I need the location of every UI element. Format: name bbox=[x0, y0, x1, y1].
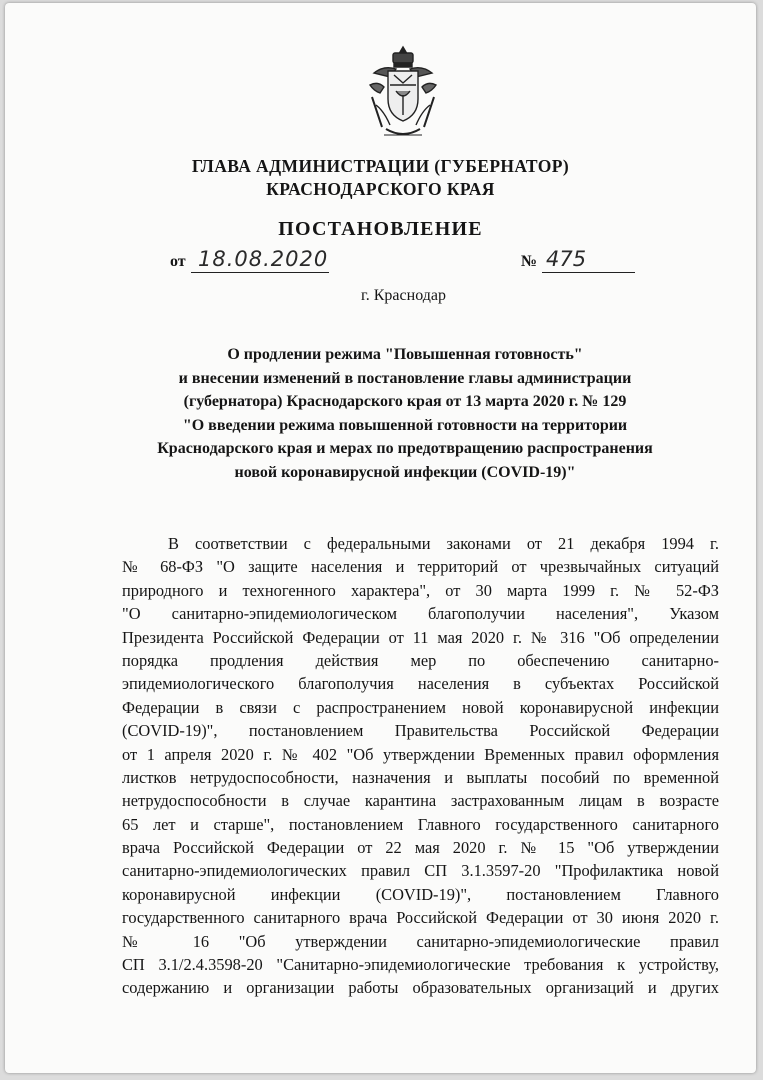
body-line: нетрудоспособности в случае карантина застрахованным лицам в возрасте bbox=[122, 791, 719, 811]
body-line: от 1 апреля 2020 г. № 402 "Об утверждении Временных правил оформления bbox=[122, 744, 719, 764]
body-line: государственного санитарного врача Российской Федерации от 30 июня 2020 г. bbox=[122, 908, 719, 928]
body-line: В соответствии с федеральными законами от 21 декабря 1994 г. bbox=[168, 534, 719, 553]
krasnodar-coat-of-arms-emblem bbox=[366, 45, 440, 145]
body-line: Президента Российской Федерации от 11 мая 2020 г. № 316 "Об определении bbox=[122, 627, 719, 647]
body-line: Федерации в связи с распространением новой коронавирусной инфекции bbox=[122, 697, 719, 717]
body-line: коронавирусной инфекции (COVID-19)", постановлением Главного bbox=[122, 884, 719, 904]
handwritten-date: 18.08.2020 bbox=[198, 247, 329, 271]
issuer-line-1: ГЛАВА АДМИНИСТРАЦИИ (ГУБЕРНАТОР) bbox=[191, 156, 570, 176]
number-prefix: № bbox=[521, 253, 538, 270]
body-line: № 16 "Об утверждении санитарно-эпидемиологические правил bbox=[122, 931, 719, 951]
handwritten-number: 475 bbox=[546, 247, 587, 271]
body-line: врача Российской Федерации от 22 мая 2020 г. № 15 "Об утверждении bbox=[122, 838, 719, 858]
body-line: 65 лет и старше", постановлением Главного государственного санитарного bbox=[122, 814, 719, 834]
number-underline bbox=[542, 272, 635, 273]
title-line: Краснодарского края и мерах по предотвращению распространения bbox=[157, 440, 653, 458]
body-line: (COVID-19)", постановлением Правительства Российской Федерации bbox=[122, 721, 719, 741]
body-line: санитарно-эпидемиологических правил СП 3.1.3597-20 "Профилактика новой bbox=[122, 861, 719, 881]
body-line: порядка продления действия мер по обеспечению санитарно- bbox=[122, 650, 719, 670]
document-page bbox=[5, 3, 756, 1073]
title-line: О продлении режима "Повышенная готовность" bbox=[227, 346, 583, 363]
body-line: природного и техногенного характера", от 30 марта 1999 г. № 52-ФЗ bbox=[122, 580, 719, 600]
document-title bbox=[125, 343, 685, 485]
body-line: эпидемиологического благополучия населения в субъектах Российской bbox=[122, 674, 719, 694]
title-line: новой коронавирусной инфекции (COVID-19)" bbox=[234, 463, 576, 481]
title-line: "О введении режима повышенной готовности на территории bbox=[182, 416, 628, 434]
title-line: и внесении изменений в постановление главы администрации bbox=[178, 369, 632, 387]
title-line: (губернатора) Краснодарского края от 13 марта 2020 г. № 129 bbox=[183, 393, 627, 411]
body-line: содержанию и организации работы образовательных организаций и других bbox=[122, 978, 719, 998]
date-underline bbox=[191, 272, 329, 273]
issuer-line-2: КРАСНОДАРСКОГО КРАЯ bbox=[266, 179, 495, 199]
body-line: № 68-ФЗ "О защите населения и территорий от чрезвычайных ситуаций bbox=[122, 557, 719, 577]
document-type-heading: ПОСТАНОВЛЕНИЕ bbox=[278, 218, 483, 240]
body-line: листков нетрудоспособности, назначения и выплаты пособий по временной bbox=[122, 767, 719, 787]
body-line: СП 3.1/2.4.3598-20 "Санитарно-эпидемиологические требования к устройству, bbox=[122, 955, 719, 975]
body-text bbox=[122, 532, 719, 1000]
body-line: "О санитарно-эпидемиологическом благополучии населения", Указом bbox=[122, 604, 719, 624]
date-prefix: от bbox=[170, 253, 186, 270]
issue-city: г. Краснодар bbox=[361, 287, 446, 304]
